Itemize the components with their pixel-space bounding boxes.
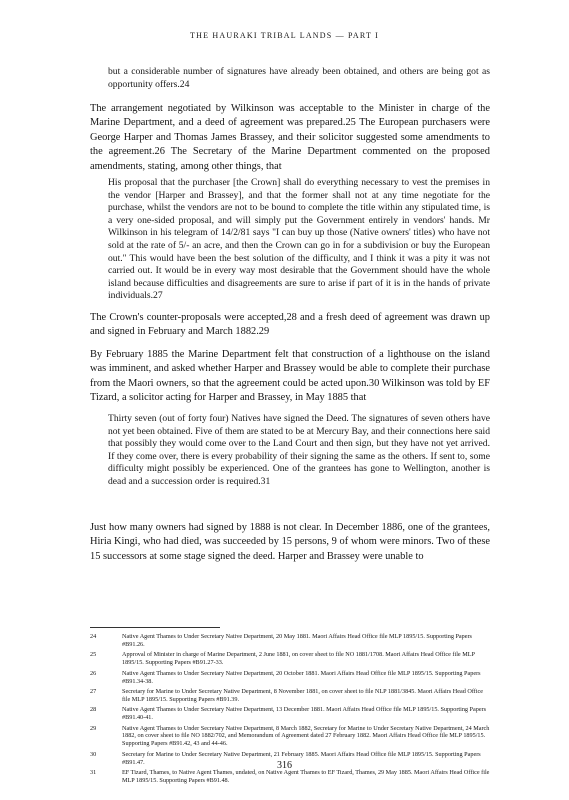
quote-text: Thirty seven (out of forty four) Natives have signed the Deed. The signatures of seven others have not yet been obtained. Five of them are stated to be at Mercury Bay, and their connections here said that possibly they would come over to the Land Court and then sign, but they have not yet arrived. If they come over, there is every probability of their signing the same as the others. If sent to, some difficulty might possibly be experienced. One of the grantees has gone to Wellington, another is dead and a succession order is required.31 [108,413,490,487]
block-quote-bottom [90,413,490,489]
page-number: 316 [277,760,292,771]
paragraph-text: By February 1885 the Marine Department felt that construction of a lighthouse on the island was imminent, and asked whether Harper and Brassey would be able to complete their purchase from the Maori owners, so that the agreement could be acted upon.30 Wilkinson was told by EF Tizard, a solicitor acting for Harper and Brassey, in May 1885 that [90,349,490,404]
footnote-text: Secretary for Marine to Under Secretary Native Department, 21 February 1885. Maori Affairs Head Office file MLP 1895/15. Supporting Papers #B91.47. [122,750,481,766]
footnote-text: EF Tizard, Thames, to Native Agent Thames, undated, on Native Agent Thames to EF Tizard, Thames, 29 May 1885. Maori Affairs Head Office file MLP 1895/15. Supporting Papers #B91.48. [122,769,490,784]
paragraph-text: The Crown's counter-proposals were accepted,28 and a fresh deed of agreement was drawn up and signed in February and March 1882.29 [90,312,490,338]
footnote [90,706,490,722]
paragraph-4 [90,521,490,564]
footnote-text: Secretary for Marine to Under Secretary Native Department, 8 November 1881, on cover sheet to file NLP 1881/3845. Maori Affairs Head Office file MLP 1895/15. Supporting Papers #B91.39. [122,687,484,703]
paragraph-2 [90,311,490,340]
footnote-number: 29 [90,724,97,732]
footnote [90,633,490,649]
footnote-number: 24 [90,633,97,640]
footnote-text: Native Agent Thames to Under Secretary Native Department, 13 December 1881. Maori Affairs Head Office file MLP 1895/15. Supporting Papers #B91.40-41. [122,706,487,722]
footnote [90,688,490,704]
footnote [90,725,490,749]
quote-text: but a considerable number of signatures have already been obtained, and others are being got as opportunity offers.24 [108,66,490,90]
footnote-number: 25 [90,651,97,659]
footnote [90,651,490,667]
footnote-number: 28 [90,706,97,714]
footnote-text: Native Agent Thames to Under Secretary Native Department, 8 March 1882, Secretary for Marine to Under Secretary Native Department, 24 March 1882, on cover sheet to file NO 1882/702, and Memorandum of Agreement dated 27 February 1882. Maori Affairs Head Office file MLP 1895/15. Supporting Papers #B91.42, 43 and 44-46. [122,724,490,748]
footnote-number: 31 [90,769,97,777]
paragraph-1 [90,102,490,174]
footnote [90,769,490,785]
paragraph-3 [90,348,490,406]
block-quote-top [90,66,490,91]
footnote-text: Native Agent Thames to Under Secretary Native Department, 20 October 1881. Maori Affairs Head Office file MLP 1895/15. Supporting Papers #B91.34-38. [122,669,481,685]
paragraph-text: The arrangement negotiated by Wilkinson was acceptable to the Minister in charge of the Marine Department, and a deed of agreement was prepared.25 The European purchasers were George Harper and Thomas James Brassey, and their solicitor suggested some amendments to the agreement.26 The Secretary of the Marine Department commented on the proposed amendments, stating, among other things, that [90,103,490,172]
paragraph-text: Just how many owners had signed by 1888 is not clear. In December 1886, one of the grantees, Hiria Kingi, who had died, was succeeded by 15 persons, 9 of whom were minors. Two of these 15 successors at some stage signed the deed. Harper and Brassey were unable to [90,522,490,562]
running-header: THE HAURAKI TRIBAL LANDS — PART I [190,31,379,40]
footnote-text: Approval of Minister in charge of Marine Department, 2 June 1881, on cover sheet to file NO 1881/1708. Maori Affairs Head Office file MLP 1895/15. Supporting Papers #B91.27-33. [122,651,475,667]
footnote-number: 27 [90,687,97,695]
footnote-number: 26 [90,669,97,677]
block-quote-middle [90,177,490,303]
footnote [90,670,490,686]
footnote-text: Native Agent Thames to Under Secretary Native Department, 20 May 1881. Maori Affairs Head Office file MLP 1895/15. Supporting Papers #B91.26. [122,633,472,648]
footnote-number: 30 [90,750,97,758]
footnote-divider [90,627,220,628]
quote-text: His proposal that the purchaser [the Crown] shall do everything necessary to vest the premises in the vendor [Harper and Brassey], and that the former shall not at any time negotiate for the purchase, whilst the vendors are not to be bound to complete the title within any stipulated time, is a very one-sided proposal, and will simply put the Government entirely in vendors' hands. Mr Wilkinson in his telegram of 14/2/81 says "I can buy up those (Native owners' titles) who have not sold at the rate of 5/- an acre, and then the Crown can go in for a subdivision or buy the European out." This would have been the best solution of the difficulty, and I think it was a pity it was not carried out. It would be in every way most desirable that the Government should have the whole island because difficulties and disagreements are sure to arise if part of it is in the hands of private individuals.27 [108,177,490,302]
